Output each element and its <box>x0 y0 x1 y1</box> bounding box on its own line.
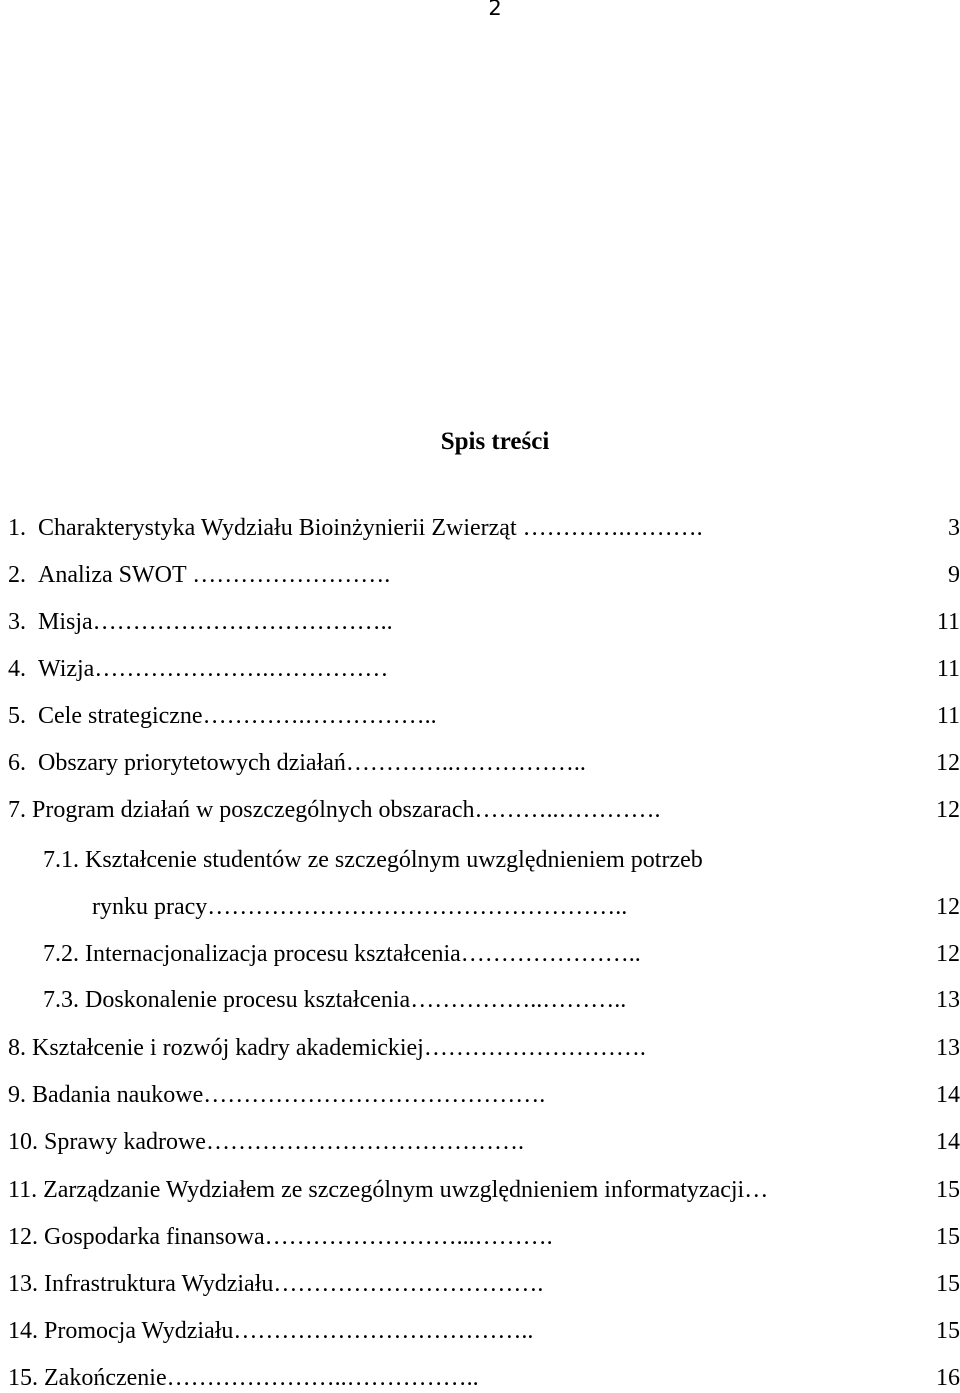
toc-number: 4. <box>8 656 26 682</box>
toc-entry[interactable] <box>0 1222 960 1252</box>
toc-label: Sprawy kadrowe <box>44 1129 206 1155</box>
toc-leader: … <box>744 1177 769 1203</box>
toc-label: Analiza SWOT <box>38 562 187 588</box>
toc-leader: ……………………. <box>186 562 391 588</box>
toc-leader: ………….………. <box>516 515 703 541</box>
toc-leader: …………………………………………….. <box>207 894 628 920</box>
toc-label: rynku pracy <box>92 894 208 920</box>
toc-leader: ……………………...………. <box>264 1224 553 1250</box>
toc-number: 3. <box>8 609 26 635</box>
toc-label: Charakterystyka Wydziału Bioinżynierii Zwierząt <box>38 515 517 541</box>
toc-entry[interactable] <box>0 892 960 922</box>
toc-leader: ……………………………….. <box>92 609 393 635</box>
toc-entry[interactable] <box>0 985 960 1015</box>
toc-label: Gospodarka finansowa <box>44 1224 265 1250</box>
toc-page: 15 <box>936 1271 960 1297</box>
page-number: 2 <box>488 0 502 20</box>
toc-entry[interactable] <box>0 1175 960 1205</box>
toc-page: 15 <box>936 1318 960 1344</box>
toc-page: 11 <box>936 703 960 729</box>
toc-leader: ………………………. <box>423 1035 646 1061</box>
toc-leader: …………..…………….. <box>345 750 586 776</box>
toc-title: Spis treści <box>440 428 550 455</box>
toc-entry[interactable] <box>0 654 960 684</box>
toc-page: 14 <box>936 1129 960 1155</box>
toc-label: Misja <box>38 609 93 635</box>
toc-entry[interactable] <box>0 1033 960 1063</box>
toc-page: 14 <box>936 1082 960 1108</box>
toc-entry[interactable] <box>0 1127 960 1157</box>
toc-entry[interactable] <box>0 607 960 637</box>
toc-number: 2. <box>8 562 26 588</box>
toc-entry[interactable] <box>0 560 960 590</box>
toc-entry[interactable] <box>0 701 960 731</box>
toc-label: Doskonalenie procesu kształcenia <box>85 987 411 1013</box>
toc-number: 7. <box>8 797 26 823</box>
toc-label: Kształcenie studentów ze szczególnym uwzględnieniem potrzeb <box>85 847 703 873</box>
toc-leader: …………………..…………….. <box>166 1365 479 1391</box>
toc-number: 13. <box>8 1271 38 1297</box>
toc-entry[interactable] <box>0 795 960 825</box>
toc-leader: ……………………………………. <box>203 1082 546 1108</box>
toc-entry[interactable] <box>0 1269 960 1299</box>
toc-number: 10. <box>8 1129 38 1155</box>
toc-label: Badania naukowe <box>32 1082 204 1108</box>
toc-number: 15. <box>8 1365 38 1391</box>
toc-page: 12 <box>936 894 960 920</box>
toc-entry[interactable] <box>0 845 960 875</box>
toc-entry[interactable] <box>0 1363 960 1393</box>
toc-label: Infrastruktura Wydziału <box>44 1271 274 1297</box>
toc-entry[interactable] <box>0 513 960 543</box>
toc-page: 11 <box>936 656 960 682</box>
toc-number: 6. <box>8 750 26 776</box>
toc-number: 7.3. <box>43 987 79 1013</box>
toc-leader: ……………………………. <box>273 1271 544 1297</box>
toc-leader: ………….…………….. <box>202 703 437 729</box>
toc-page: 12 <box>936 941 960 967</box>
toc-leader: …………………………………. <box>205 1129 524 1155</box>
toc-label: Promocja Wydziału <box>44 1318 234 1344</box>
toc-page: 9 <box>948 562 960 588</box>
toc-entry[interactable] <box>0 1316 960 1346</box>
toc-page: 3 <box>948 515 960 541</box>
toc-page: 13 <box>936 987 960 1013</box>
toc-leader: ………………….. <box>460 941 641 967</box>
toc-entry[interactable] <box>0 748 960 778</box>
toc-label: Internacjonalizacja procesu kształcenia <box>85 941 461 967</box>
toc-entry[interactable] <box>0 939 960 969</box>
toc-label: Obszary priorytetowych działań <box>38 750 346 776</box>
toc-page: 12 <box>936 750 960 776</box>
toc-label: Zakończenie <box>44 1365 167 1391</box>
toc-number: 7.2. <box>43 941 79 967</box>
toc-page: 12 <box>936 797 960 823</box>
toc-leader: ……………………………….. <box>233 1318 534 1344</box>
toc-number: 12. <box>8 1224 38 1250</box>
toc-number: 1. <box>8 515 26 541</box>
toc-page: 11 <box>936 609 960 635</box>
toc-number: 5. <box>8 703 26 729</box>
toc-entry[interactable] <box>0 1080 960 1110</box>
toc-number: 9. <box>8 1082 26 1108</box>
toc-number: 8. <box>8 1035 26 1061</box>
toc-label: Wizja <box>38 656 95 682</box>
toc-number: 14. <box>8 1318 38 1344</box>
toc-page: 13 <box>936 1035 960 1061</box>
toc-number: 7.1. <box>43 847 79 873</box>
toc-leader: ……………..……….. <box>410 987 627 1013</box>
toc-page: 15 <box>936 1224 960 1250</box>
toc-page: 16 <box>936 1365 960 1391</box>
toc-leader: ………………….…………… <box>94 656 389 682</box>
toc-label: Program działań w poszczególnych obszarach <box>32 797 475 823</box>
toc-label: Kształcenie i rozwój kadry akademickiej <box>32 1035 424 1061</box>
toc-label: Cele strategiczne <box>38 703 203 729</box>
toc-number: 11. <box>8 1177 38 1203</box>
toc-label: Zarządzanie Wydziałem ze szczególnym uwzględnieniem informatyzacji <box>43 1177 745 1203</box>
toc-leader: ………..…………. <box>474 797 661 823</box>
toc-page: 15 <box>936 1177 960 1203</box>
